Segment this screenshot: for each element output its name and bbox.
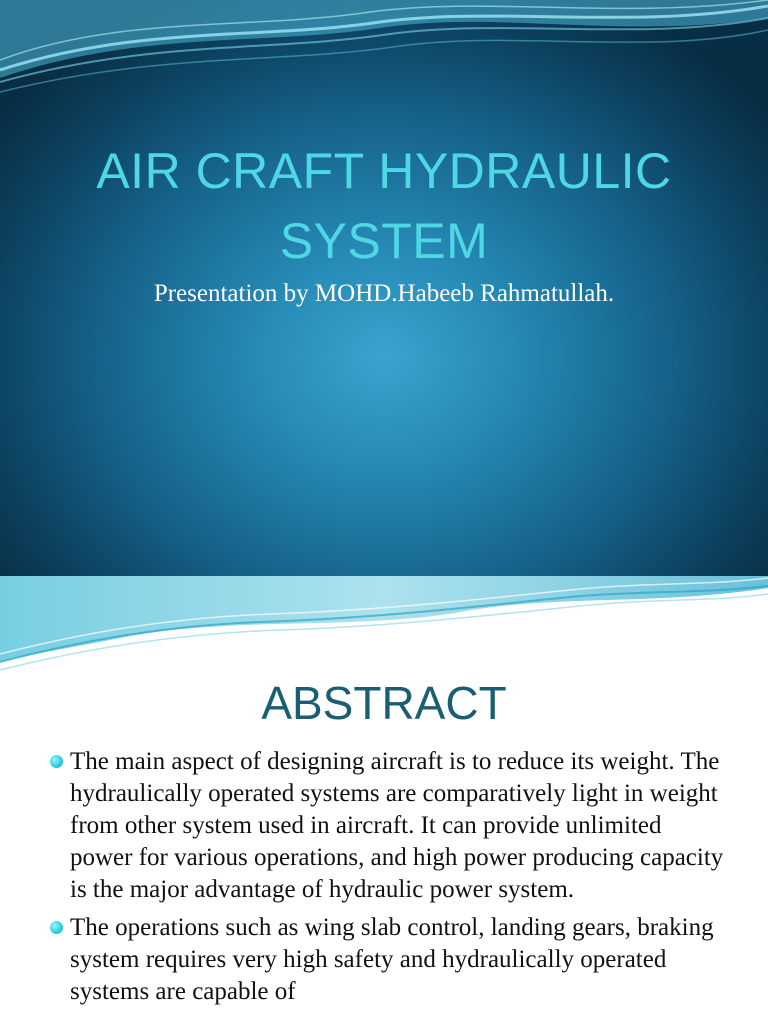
abstract-slide [0, 576, 768, 1024]
bullet-text: The operations such as wing slab control, landing gears, braking system requires very high safety and hydraulically operated systems are capable of [70, 914, 714, 1005]
bullet-text: The main aspect of designing aircraft is to reduce its weight. The hydraulically operated systems are comparatively light in weight from other system used in aircraft. It can provide unlimited power for various operations, and high power producing capacity is the major advantage of hydraulic power system. [70, 748, 724, 903]
slide-subtitle: Presentation by MOHD.Habeeb Rahmatullah. [153, 280, 615, 307]
bullet-icon [50, 921, 63, 934]
abstract-heading: ABSTRACT [261, 677, 507, 729]
decorative-wave-graphic [0, 576, 768, 676]
slide-title: AIR CRAFT HYDRAULIC SYSTEM [96, 143, 672, 269]
list-item [48, 746, 728, 906]
list-item [48, 912, 728, 1008]
bullet-icon [50, 755, 63, 768]
bullet-list [48, 746, 728, 1014]
